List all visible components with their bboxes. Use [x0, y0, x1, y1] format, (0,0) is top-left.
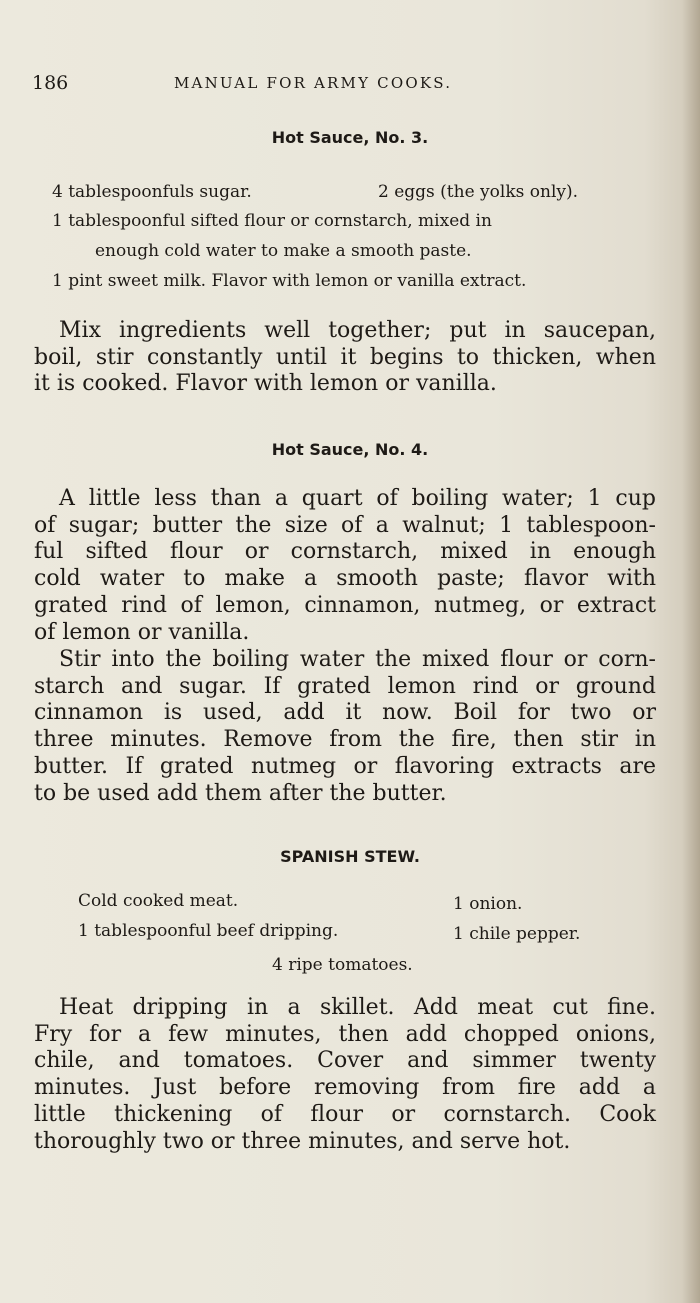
- text-line: Mix ingredients well together; put in saucepan,: [59, 318, 656, 343]
- ingredient: 4 ripe tomatoes.: [272, 955, 413, 975]
- text-line: minutes. Just before removing from fire add a: [34, 1075, 656, 1101]
- text-line: thoroughly two or three minutes, and serve hot.: [34, 1128, 571, 1154]
- recipe-paragraph: [34, 647, 656, 807]
- recipe-paragraph: [34, 995, 656, 1155]
- ingredient: 1 pint sweet milk. Flavor with lemon or vanilla extract.: [52, 271, 527, 291]
- page-header: [32, 72, 632, 100]
- text-line: Stir into the boiling water the mixed flour or corn-: [59, 647, 656, 672]
- recipe-title: Hot Sauce, No. 3.: [271, 128, 429, 147]
- text-line: of sugar; butter the size of a walnut; 1 tablespoon-: [34, 512, 656, 538]
- ingredient: 1 tablespoonful sifted flour or cornstarch, mixed in: [52, 211, 492, 231]
- text-line: grated rind of lemon, cinnamon, nutmeg, or extract: [34, 592, 656, 618]
- recipe-paragraph: [34, 318, 656, 398]
- text-line: butter. If grated nutmeg or flavoring extracts are: [34, 753, 656, 779]
- ingredient: 2 eggs (the yolks only).: [378, 182, 579, 202]
- ingredient: 1 onion.: [453, 894, 523, 914]
- text-line: to be used add them after the butter.: [34, 780, 447, 806]
- text-line: cinnamon is used, add it now. Boil for two or: [34, 700, 656, 726]
- ingredient: 1 tablespoonful beef dripping.: [78, 921, 339, 941]
- page-number: 186: [32, 72, 69, 94]
- ingredient: 1 chile pepper.: [453, 924, 581, 944]
- text-line: cold water to make a smooth paste; flavor with: [34, 566, 656, 592]
- text-line: Fry for a few minutes, then add chopped onions,: [34, 1021, 656, 1047]
- ingredient: 4 tablespoonfuls sugar.: [52, 182, 252, 202]
- ingredient: Cold cooked meat.: [78, 891, 239, 911]
- recipe-title: Hot Sauce, No. 4.: [271, 440, 429, 459]
- text-line: boil, stir constantly until it begins to thicken, when: [34, 344, 656, 370]
- text-line: of lemon or vanilla.: [34, 619, 250, 645]
- text-line: A little less than a quart of boiling water; 1 cup: [59, 486, 656, 511]
- text-line: three minutes. Remove from the fire, then stir in: [34, 727, 656, 753]
- text-line: starch and sugar. If grated lemon rind or ground: [34, 673, 656, 699]
- text-line: chile, and tomatoes. Cover and simmer twenty: [34, 1048, 656, 1074]
- text-line: ful sifted flour or cornstarch, mixed in enough: [34, 539, 656, 565]
- page-edge-shadow: [682, 0, 700, 1303]
- recipe-title: SPANISH STEW.: [280, 847, 420, 866]
- ingredient: enough cold water to make a smooth paste.: [95, 241, 472, 261]
- text-line: it is cooked. Flavor with lemon or vanilla.: [34, 371, 497, 397]
- text-line: little thickening of flour or cornstarch. Cook: [34, 1101, 656, 1127]
- recipe-paragraph: [34, 486, 656, 646]
- text-line: Heat dripping in a skillet. Add meat cut fine.: [59, 995, 656, 1020]
- running-title: MANUAL FOR ARMY COOKS.: [174, 74, 453, 92]
